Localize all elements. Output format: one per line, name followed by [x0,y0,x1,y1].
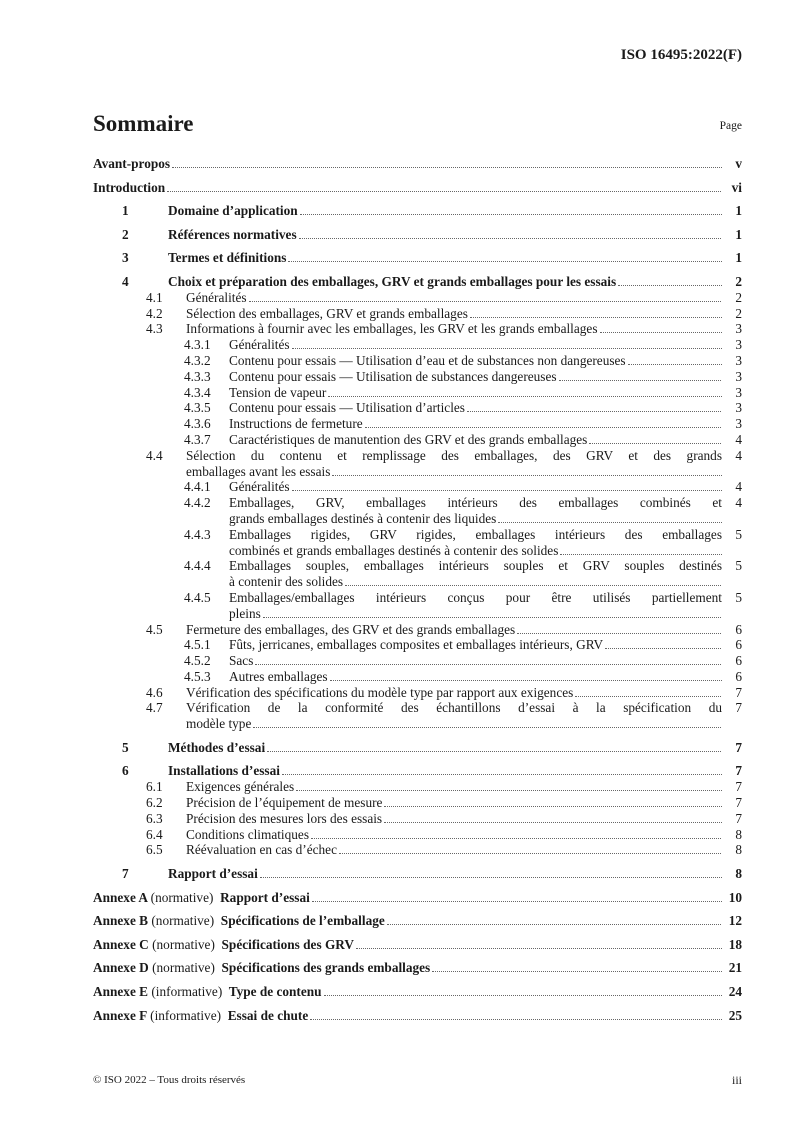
entry-title-line: Rapport d’essai [168,866,258,882]
entry-page: 4 [735,431,742,447]
entry-number: 4.4.5 [184,589,211,605]
toc-entry[interactable] [93,590,742,622]
toc-entry[interactable] [93,203,742,219]
entry-title [229,479,722,495]
entry-number: 4.7 [146,700,163,716]
dot-leader [600,321,722,333]
annex-title-text: Type de contenu [228,984,322,1000]
entry-page: 12 [728,913,742,929]
entry-page: 7 [735,795,742,811]
entry-title [168,763,722,779]
annex-title-text: Spécifications des GRV [221,936,355,952]
entry-page: 6 [735,637,742,653]
annex-title-text: Spécifications des grands emballages [221,960,431,976]
toc-entry[interactable] [93,416,742,432]
toc-entry[interactable] [93,842,742,858]
entry-number: 4 [122,273,129,289]
dot-leader [387,913,722,925]
entry-page: 5 [735,589,742,605]
entry-title [186,795,722,811]
entry-title-line: Réévaluation en cas d’échec [186,842,337,858]
toc-entry[interactable] [93,432,742,448]
entry-title [186,827,722,843]
toc-entry[interactable] [93,740,742,756]
toc-entry[interactable] [93,400,742,416]
annex-entry[interactable] [93,913,742,929]
page-column-label: Page [719,120,742,132]
toc-entry[interactable] [93,637,742,653]
entry-number: 4.5 [146,621,163,637]
entry-page: 10 [728,889,742,905]
entry-page: 7 [735,700,742,716]
entry-title-line: Instructions de fermeture [229,416,363,432]
entry-title-line: grands emballages destinés à contenir des liquides [229,510,497,526]
entry-page: 6 [735,621,742,637]
footer-page-number: iii [731,1073,742,1087]
toc-entry[interactable] [93,653,742,669]
entry-page: 5 [735,526,742,542]
entry-page: 25 [728,1007,742,1023]
entry-title [168,740,722,756]
toc-entry[interactable] [93,700,742,732]
annex-title [93,960,722,976]
table-of-contents [93,156,742,1023]
entry-title [186,622,722,638]
entry-title [186,779,722,795]
annex-title-text: Essai de chute [227,1007,309,1023]
entry-title-line: pleins [229,605,261,621]
entry-number: 6.3 [146,810,163,826]
toc-entry[interactable] [93,250,742,266]
entry-title-line: Domaine d’application [168,203,298,219]
toc-entry[interactable] [93,763,742,779]
entry-title-line: Avant-propos [93,156,171,171]
toc-entry[interactable] [93,274,742,290]
entry-number: 4.3.7 [184,431,211,447]
entry-page: 5 [735,558,742,574]
entry-page: 1 [735,250,742,266]
entry-title [229,432,722,448]
entry-page: 6 [735,668,742,684]
entry-title-line: Vérification des spécifications du modèle type par rapport aux exigences [186,684,574,700]
entry-title [229,637,722,653]
dot-leader [260,866,722,878]
dot-leader [467,400,722,412]
entry-page: 3 [735,352,742,368]
entry-title-line: Tension de vapeur [229,384,327,400]
toc-entry[interactable] [93,369,742,385]
entry-number: 4.1 [146,289,163,305]
entry-page: 8 [735,842,742,858]
entry-page: 3 [735,416,742,432]
dot-leader [292,337,722,349]
entry-number: 3 [122,250,129,266]
dot-leader [330,669,722,681]
dot-leader [167,180,722,192]
entry-title [229,385,722,401]
entry-number: 4.5.2 [184,653,211,669]
dot-leader [498,511,722,523]
toc-entry[interactable] [93,290,742,306]
entry-page: 1 [735,203,742,219]
annex-entry[interactable] [93,984,742,1000]
dot-leader [249,290,722,302]
annex-title [93,984,722,1000]
entry-page: 7 [735,779,742,795]
entry-number: 4.5.3 [184,668,211,684]
entry-page: 3 [735,337,742,353]
dot-leader [384,795,722,807]
entry-page: 3 [735,368,742,384]
entry-title-line: Sélection du contenu et remplissage des emballages, des GRV et des grands [186,447,722,463]
entry-page: 21 [728,960,742,976]
entry-title-line: emballages avant les essais [186,463,331,479]
entry-number: 7 [122,866,129,882]
annex-label: Annexe A [93,889,148,905]
entry-title [229,558,722,590]
entry-title-line: Emballages, GRV, emballages intérieurs des emballages combinés et [229,495,722,511]
entry-title [229,653,722,669]
entry-title [93,156,722,172]
dot-leader [628,353,722,365]
entry-title [229,400,722,416]
entry-title [186,321,722,337]
entry-page: 3 [735,321,742,337]
annex-title [93,913,722,929]
entry-title-line: Généralités [229,337,290,353]
entry-number: 6.5 [146,842,163,858]
dot-leader [432,960,722,972]
entry-title-line: Fermeture des emballages, des GRV et des grands emballages [186,621,516,637]
annex-title [93,890,722,906]
entry-title-line: Généralités [229,479,290,495]
dot-leader [311,827,722,839]
annex-label: Annexe D [93,960,149,976]
dot-leader [263,606,722,618]
entry-page: 8 [735,866,742,882]
entry-number: 1 [122,203,129,219]
entry-title [186,448,722,480]
toc-entry[interactable] [93,156,742,172]
annex-label: Annexe F [93,1007,147,1023]
entry-title-line: Fûts, jerricanes, emballages composites et emballages intérieurs, GRV [229,637,604,653]
entry-title-line: Méthodes d’essai [168,739,266,755]
toc-entry[interactable] [93,866,742,882]
entry-number: 4.3.3 [184,368,211,384]
entry-title [186,842,722,858]
entry-title-line: Emballages/emballages intérieurs conçus pour être utilisés partiellement [229,589,722,605]
entry-title-line: Autres emballages [229,668,328,684]
entry-page: 4 [735,495,742,511]
dot-leader [296,779,722,791]
entry-page: 18 [728,936,742,952]
entry-page: 8 [735,826,742,842]
dot-leader [356,937,722,949]
entry-title-line: Termes et définitions [168,250,287,266]
entry-page: 7 [735,739,742,755]
entry-title-line: Caractéristiques de manutention des GRV et des grands emballages [229,431,588,447]
dot-leader [253,716,722,728]
toc-entry[interactable] [93,795,742,811]
entry-title-line: Vérification de la conformité des échantillons d’essai à la spécification du [186,700,722,716]
entry-page: 7 [735,763,742,779]
entry-number: 6 [122,763,129,779]
entry-page: 7 [735,684,742,700]
entry-page: 2 [735,305,742,321]
entry-page: 4 [735,479,742,495]
toc-entry[interactable] [93,479,742,495]
entry-title-line: Choix et préparation des emballages, GRV et grands emballages pour les essais [168,273,617,289]
entry-page: 4 [735,447,742,463]
entry-number: 4.4 [146,447,163,463]
entry-title [229,416,722,432]
toc-entry[interactable] [93,622,742,638]
entry-title [186,700,722,732]
dot-leader [299,227,722,239]
entry-page: 2 [735,289,742,305]
entry-page: 3 [735,384,742,400]
entry-title-line: Conditions climatiques [186,826,309,842]
entry-title-line: Sélection des emballages, GRV et grands emballages [186,305,468,321]
entry-number: 4.4.2 [184,495,211,511]
annex-label: Annexe C [93,936,149,952]
entry-title-line: Références normatives [168,226,297,242]
entry-number: 4.4.3 [184,526,211,542]
toc-entry[interactable] [93,779,742,795]
dot-leader [255,653,722,665]
entry-number: 4.3.4 [184,384,211,400]
dot-leader [365,416,722,428]
annex-entry[interactable] [93,960,742,976]
entry-title-line: Emballages souples, emballages intérieurs souples et GRV souples destinés [229,558,722,574]
annex-entry[interactable] [93,1008,742,1024]
toc-entry[interactable] [93,385,742,401]
toc-entry[interactable] [93,669,742,685]
entry-title-line: Précision des mesures lors des essais [186,810,383,826]
dot-leader [560,543,722,555]
toc-entry[interactable] [93,558,742,590]
entry-number: 4.2 [146,305,163,321]
toc-entry[interactable] [93,495,742,527]
entry-title-line: Généralités [186,289,247,305]
toc-entry[interactable] [93,685,742,701]
entry-number: 5 [122,739,129,755]
entry-title [168,866,722,882]
entry-number: 6.1 [146,779,163,795]
entry-page: 1 [735,226,742,242]
entry-title [186,685,722,701]
entry-title-line: Informations à fournir avec les emballages, les GRV et les grands emballages [186,321,598,337]
toc-entry[interactable] [93,827,742,843]
annex-kind: (normative) [152,936,215,952]
dot-leader [339,842,722,854]
dot-leader [575,685,722,697]
dot-leader [618,274,722,286]
entry-page: 6 [735,653,742,669]
entry-title-line: Sacs [229,653,254,669]
annex-title-text: Rapport d’essai [220,889,310,905]
entry-title-line: Exigences générales [186,779,295,795]
entry-title [186,811,722,827]
entry-number: 4.4.1 [184,479,211,495]
entry-page: 3 [735,400,742,416]
entry-number: 4.4.4 [184,558,211,574]
dot-leader [470,306,722,318]
dot-leader [345,574,722,586]
entry-title [186,306,722,322]
dot-leader [332,464,722,476]
entry-title-line: Emballages rigides, GRV rigides, emballages intérieurs des emballages [229,526,722,542]
entry-title-line: Contenu pour essais — Utilisation de substances dangereuses [229,368,557,384]
annex-label: Annexe B [93,913,149,929]
dot-leader [589,432,722,444]
entry-title [229,495,722,527]
annex-kind: (normative) [150,889,214,905]
footer-copyright: © ISO 2022 – Tous droits réservés [93,1074,246,1086]
annex-title-text: Spécifications de l’emballage [220,913,385,929]
annex-entry[interactable] [93,937,742,953]
toc-entry[interactable] [93,527,742,559]
entry-number: 6.2 [146,795,163,811]
dot-leader [517,622,722,634]
entry-title [168,203,722,219]
entry-title [93,180,722,196]
dot-leader [310,1008,722,1020]
entry-page: 7 [735,810,742,826]
entry-number: 4.3.6 [184,416,211,432]
entry-page: v [735,156,742,171]
toc-entry[interactable] [93,321,742,337]
annex-kind: (informative) [151,984,223,1000]
entry-title-line: à contenir des solides [229,574,344,590]
entry-page: 2 [735,273,742,289]
annex-kind: (normative) [152,960,215,976]
dot-leader [559,369,722,381]
dot-leader [312,890,722,902]
entry-title-line: combinés et grands emballages destinés à contenir des solides [229,542,559,558]
entry-page: vi [731,179,742,195]
entry-title-line: Contenu pour essais — Utilisation d’articles [229,400,465,416]
dot-leader [172,156,722,168]
dot-leader [605,637,722,649]
entry-number: 4.3.1 [184,337,211,353]
entry-number: 6.4 [146,826,163,842]
entry-title [229,527,722,559]
entry-title [186,290,722,306]
entry-number: 4.3.2 [184,352,211,368]
entry-page: 24 [728,984,742,1000]
entry-number: 4.5.1 [184,637,211,653]
entry-number: 4.3 [146,321,163,337]
dot-leader [328,385,722,397]
annex-entry[interactable] [93,890,742,906]
dot-leader [288,250,722,262]
dot-leader [300,203,722,215]
dot-leader [292,479,722,491]
entry-number: 2 [122,226,129,242]
entry-title-line: Précision de l’équipement de mesure [186,795,383,811]
toc-entry[interactable] [93,811,742,827]
annex-title [93,1008,722,1024]
document-id: ISO 16495:2022(F) [620,47,742,63]
entry-title [229,353,722,369]
entry-title-line: modèle type [186,716,252,732]
entry-title-line: Installations d’essai [168,763,280,779]
dot-leader [282,763,722,775]
dot-leader [324,984,722,996]
entry-number: 4.6 [146,684,163,700]
entry-title [229,590,722,622]
toc-entry[interactable] [93,353,742,369]
entry-title [168,274,722,290]
entry-title [229,337,722,353]
entry-number: 4.3.5 [184,400,211,416]
annex-kind: (informative) [150,1007,222,1023]
toc-entry[interactable] [93,306,742,322]
annex-kind: (normative) [151,913,215,929]
toc-entry[interactable] [93,448,742,480]
annex-label: Annexe E [93,984,149,1000]
dot-leader [384,811,722,823]
toc-entry[interactable] [93,227,742,243]
entry-title [229,369,722,385]
entry-title-line: Introduction [93,179,166,195]
entry-title-line: Contenu pour essais — Utilisation d’eau et de substances non dangereuses [229,352,626,368]
page-title: Sommaire [93,111,194,136]
entry-title [168,250,722,266]
annex-title [93,937,722,953]
dot-leader [267,740,722,752]
toc-entry[interactable] [93,337,742,353]
entry-title [229,669,722,685]
entry-title [168,227,722,243]
toc-entry[interactable] [93,180,742,196]
